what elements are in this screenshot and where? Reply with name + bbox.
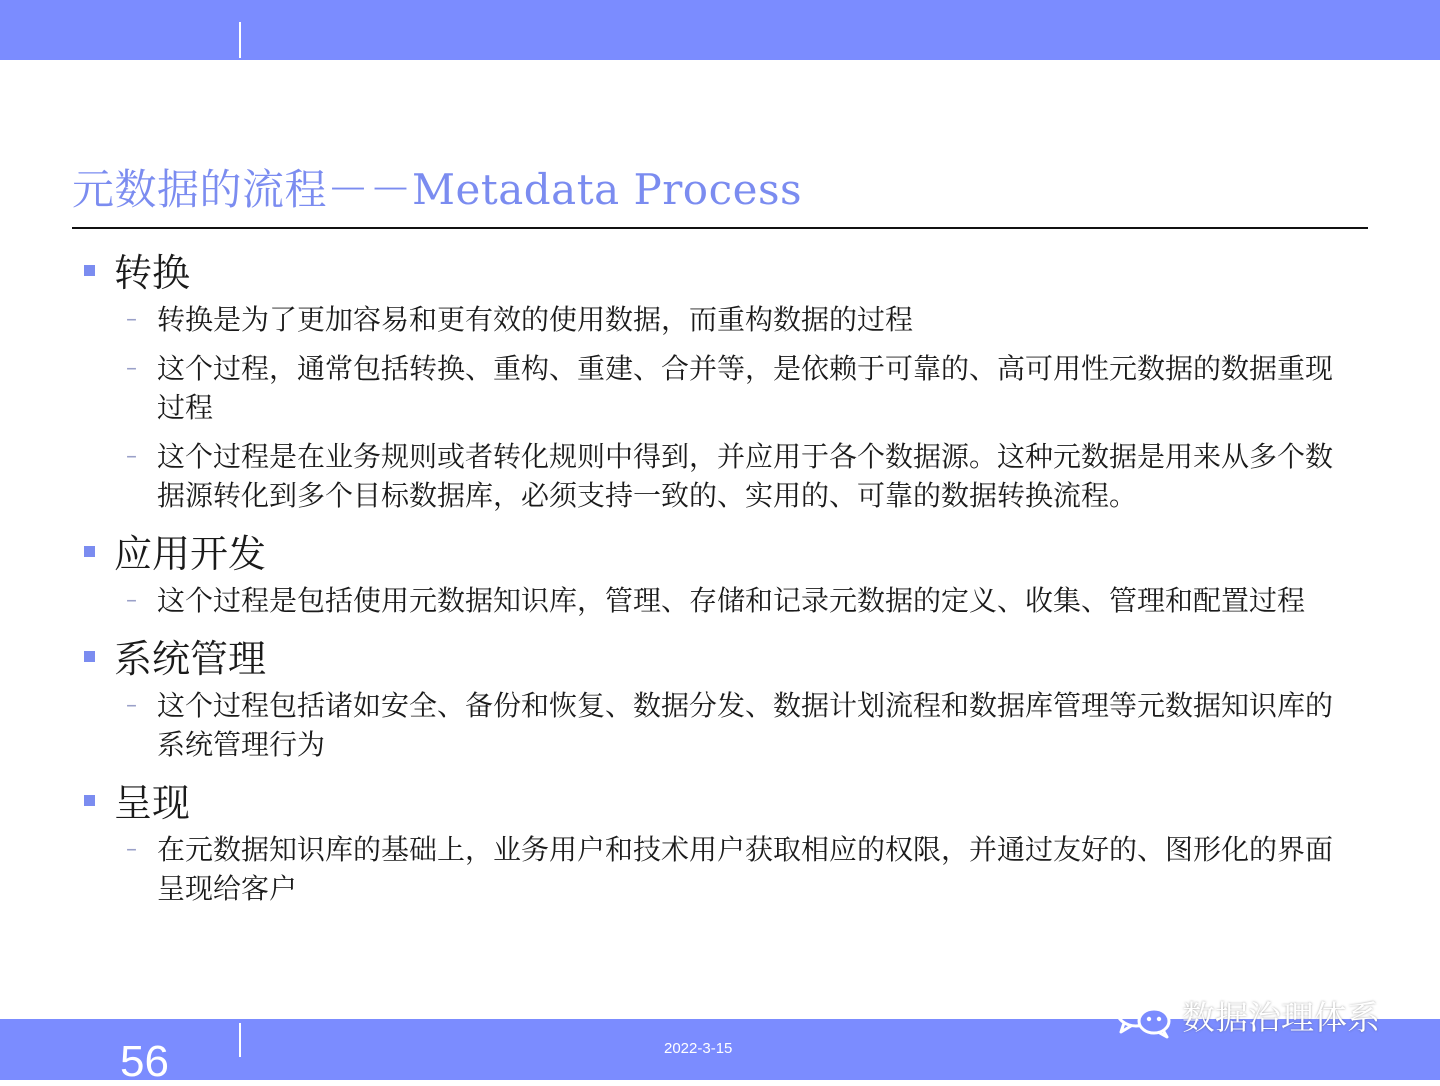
sub-list	[84, 686, 1354, 764]
heading-text: 呈现	[114, 781, 191, 825]
square-bullet-icon	[84, 795, 95, 806]
square-bullet-icon	[84, 546, 95, 557]
bottom-divider-tick	[239, 1023, 241, 1057]
bullet-heading	[84, 774, 1354, 832]
dash-bullet-icon: –	[126, 693, 137, 718]
watermark-text: 数据治理体系	[1182, 997, 1380, 1037]
dash-bullet-icon: –	[126, 588, 137, 613]
sub-item	[84, 686, 1354, 764]
bullet-heading	[84, 630, 1354, 688]
sub-item	[84, 581, 1354, 620]
watermark	[1114, 990, 1380, 1040]
heading-text: 应用开发	[114, 532, 267, 576]
sub-list	[84, 581, 1354, 620]
heading-text: 系统管理	[114, 637, 267, 681]
sub-item-text: 在元数据知识库的基础上，业务用户和技术用户获取相应的权限，并通过友好的、图形化的界面呈现给客户	[157, 833, 1334, 905]
slide-title: 元数据的流程－－Metadata Process	[72, 165, 803, 214]
slide-date: 2022-3-15	[664, 1040, 733, 1057]
section-system-management	[84, 630, 1354, 764]
square-bullet-icon	[84, 651, 95, 662]
top-divider-tick	[239, 22, 241, 58]
sub-item	[84, 830, 1354, 908]
title-underline	[72, 227, 1368, 229]
page-number: 56	[120, 1037, 169, 1086]
sub-list	[84, 300, 1354, 515]
sub-item-text: 这个过程，通常包括转换、重构、重建、合并等，是依赖于可靠的、高可用性元数据的数据重现过程	[157, 352, 1334, 424]
section-presentation	[84, 774, 1354, 908]
top-banner	[0, 0, 1440, 60]
dash-bullet-icon: –	[126, 356, 137, 381]
wechat-icon	[1114, 991, 1172, 1039]
bullet-heading	[84, 244, 1354, 302]
sub-item-text: 这个过程是包括使用元数据知识库，管理、存储和记录元数据的定义、收集、管理和配置过程	[157, 584, 1306, 617]
dash-bullet-icon: –	[126, 837, 137, 862]
section-app-development	[84, 525, 1354, 620]
sub-item-text: 转换是为了更加容易和更有效的使用数据，而重构数据的过程	[157, 303, 914, 336]
bullet-heading	[84, 525, 1354, 583]
dash-bullet-icon: –	[126, 444, 137, 469]
sub-item-text: 这个过程是在业务规则或者转化规则中得到，并应用于各个数据源。这种元数据是用来从多个数据源转化到多个目标数据库，必须支持一致的、实用的、可靠的数据转换流程。	[157, 440, 1334, 512]
sub-item	[84, 437, 1354, 515]
section-conversion	[84, 244, 1354, 515]
sub-list	[84, 830, 1354, 908]
sub-item	[84, 349, 1354, 427]
heading-text: 转换	[114, 251, 191, 295]
slide-content	[84, 244, 1354, 918]
sub-item-text: 这个过程包括诸如安全、备份和恢复、数据分发、数据计划流程和数据库管理等元数据知识库的系统管理行为	[157, 689, 1334, 761]
sub-item	[84, 300, 1354, 339]
square-bullet-icon	[84, 265, 95, 276]
dash-bullet-icon: –	[126, 307, 137, 332]
